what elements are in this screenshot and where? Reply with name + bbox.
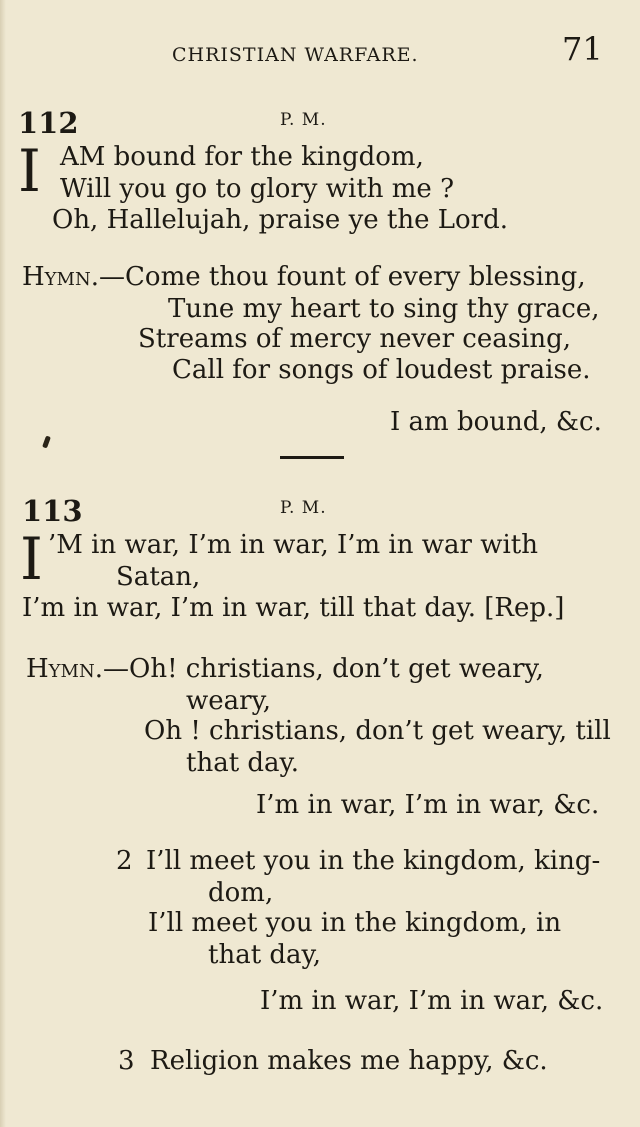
page-number: 71 <box>562 30 603 68</box>
hymn-line-112-3: Streams of mercy never ceasing, <box>138 324 572 354</box>
hymn-line-112-2: Tune my heart to sing thy grace, <box>168 294 600 324</box>
hymn-label-112: Hymn. <box>22 262 100 292</box>
ink-mark <box>42 436 51 449</box>
section-divider <box>280 456 344 459</box>
hymn-text-112-1: —Come thou fount of every blessing, <box>99 262 586 292</box>
page-edge-shadow <box>0 0 6 1127</box>
verse3-line-1: Religion makes me happy, &c. <box>150 1046 548 1076</box>
hymn-line-113-3: Oh ! christians, don’t get weary, till <box>144 716 611 746</box>
refrain-112: I am bound, &c. <box>390 407 602 437</box>
verse-number-3: 3 <box>118 1046 135 1076</box>
verse-number-2: 2 <box>116 846 133 876</box>
hymn-number-113: 113 <box>22 494 83 528</box>
running-title: CHRISTIAN WARFARE. <box>172 44 419 66</box>
verse-line-112-1: AM bound for the kingdom, <box>60 142 424 172</box>
hymn-line-113-2: weary, <box>186 686 272 716</box>
verse-line-113-1: ’M in war, I’m in war, I’m in war with <box>48 530 538 560</box>
verse-line-113-2: Satan, <box>116 562 201 592</box>
refrain-113: I’m in war, I’m in war, &c. <box>256 790 600 820</box>
verse2-line-1: I’ll meet you in the kingdom, king- <box>146 846 601 876</box>
hymn-meter-113: P. M. <box>280 498 327 518</box>
verse-line-112-2: Will you go to glory with me ? <box>60 174 455 204</box>
drop-cap-112: I <box>18 137 41 205</box>
verse2-line-2: dom, <box>208 878 274 908</box>
hymn-line-113-4: that day. <box>186 748 300 778</box>
verse2-line-3: I’ll meet you in the kingdom, in <box>148 908 562 938</box>
verse-line-113-3: I’m in war, I’m in war, till that day. [Rep.] <box>22 593 565 623</box>
hymn-number-112: 112 <box>18 106 79 140</box>
hymn-text-113-1: —Oh! christians, don’t get weary, <box>103 654 544 684</box>
drop-cap-113: I <box>20 525 43 593</box>
hymn-meter-112: P. M. <box>280 110 327 130</box>
hymn-line-113-1 <box>26 654 544 684</box>
verse2-line-4: that day, <box>208 940 322 970</box>
verse-line-112-3: Oh, Hallelujah, praise ye the Lord. <box>52 205 509 235</box>
hymn-label-113: Hymn. <box>26 654 104 684</box>
hymn-line-112-1 <box>22 262 586 292</box>
refrain-113-2: I’m in war, I’m in war, &c. <box>260 986 604 1016</box>
hymn-line-112-4: Call for songs of loudest praise. <box>172 355 591 385</box>
